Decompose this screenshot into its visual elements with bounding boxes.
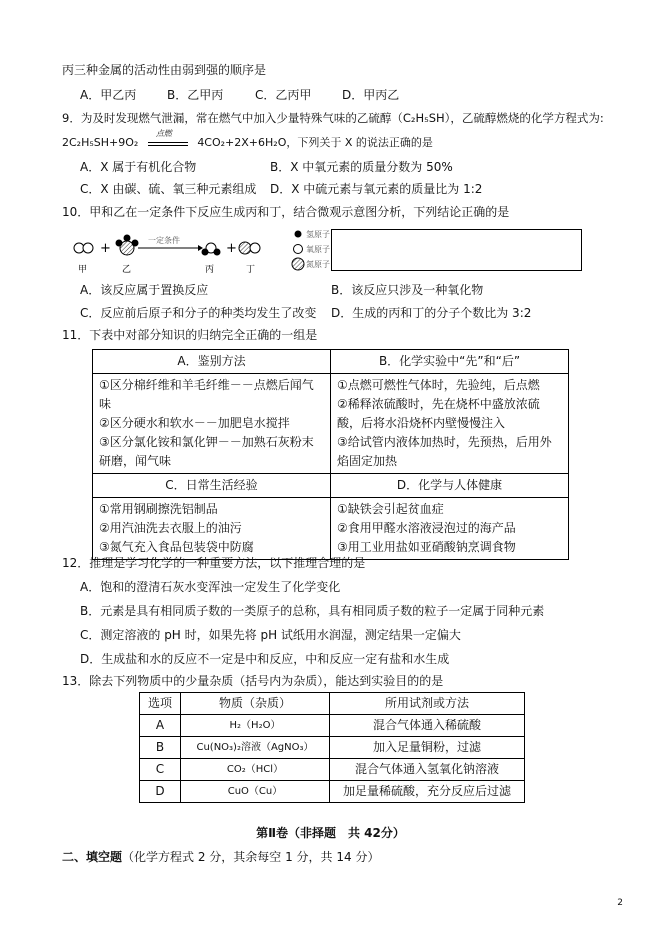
q9-stem: 9．为及时发现燃气泄漏，常在燃气中加入少量特殊气味的乙硫醇（C₂H₅SH），乙硫醇燃烧的化学方程式为: [62,111,604,125]
label-yi: 乙 [122,265,132,275]
q10-option-d: D．生成的丙和丁的分子个数比为 3:2 [331,306,532,320]
legend-hydrogen: 氢原子 [306,230,330,239]
part-label: 二、填空题 [62,850,123,864]
molecule-jia [74,243,93,253]
q12-option-a: A．饱和的澄清石灰水变浑浊一定发生了化学变化 [80,580,341,594]
label-ding: 丁 [246,265,256,275]
item: ③用工业用盐如亚硝酸钠烹调食物 [337,540,516,554]
cell: Cu(NO₃)₂溶液（AgNO₃） [181,737,330,759]
q13-stem: 13．除去下列物质中的少量杂质（括号内为杂质），能达到实验目的的是 [62,674,444,688]
cell: CuO（Cu） [181,781,330,803]
label-jia: 甲 [78,265,88,275]
item: ①点燃可燃性气体时，先验纯，后点燃 [337,378,540,392]
q9-option-b: B．X 中氧元素的质量分数为 50% [270,160,453,174]
cell: C [140,759,181,781]
equation-condition: 点燃 [155,129,172,138]
q10-option-a: A．该反应属于置换反应 [80,283,209,297]
cell: H₂（H₂O） [181,715,330,737]
item: ①缺铁会引起贫血症 [337,502,444,516]
q11-knowledge-table [92,349,569,560]
equation-left: 2C₂H₅SH+9O₂ [62,136,139,149]
molecule-bing [202,243,221,256]
item: ③给试管内液体加热时，先预热，后用外焰固定加热 [337,435,552,468]
q10-stem: 10．甲和乙在一定条件下反应生成丙和丁，结合微观示意图分析，下列结论正确的是 [62,205,510,219]
item: ②稀释浓硫酸时，先在烧杯中盛放浓硫酸，后将水沿烧杯内壁慢慢注入 [337,397,540,430]
item: ③氮气充入食品包装袋中防腐 [99,540,254,554]
q8-option-c: C．乙丙甲 [255,88,312,102]
table-row [140,781,525,803]
section-title: 第Ⅱ卷（非择题 共 42分） [256,826,405,840]
item: ①区分棉纤维和羊毛纤维－－点燃后闻气味 [99,378,314,411]
q12-stem: 12．推理是学习化学的一种重要方法，以下推理合理的是 [62,556,366,570]
part-note: （化学方程式 2 分，其余每空 1 分，共 14 分） [122,850,380,864]
q13-impurity-table [139,692,525,803]
header-substance: 物质（杂质） [181,693,330,715]
table-row [140,759,525,781]
q10-option-b: B．该反应只涉及一种氧化物 [331,283,484,297]
cell: A [140,715,181,737]
header-method: 所用试剂或方法 [330,693,525,715]
blank-box [331,229,582,271]
cell-b-items [331,374,569,474]
cell: B [140,737,181,759]
cell-c-items [93,498,331,560]
cell: CO₂（HCl） [181,759,330,781]
table-row [140,737,525,759]
cell: 混合气体通入氢氧化钠溶液 [330,759,525,781]
cell-d-head: D．化学与人体健康 [331,474,569,498]
part-heading [62,849,379,865]
cell: 加足量稀硫酸，充分反应后过滤 [330,781,525,803]
equation-condition-arrow [148,129,188,146]
cell-a-head: A．鉴别方法 [93,350,331,374]
reaction-micro-diagram [70,226,330,276]
header-option: 选项 [140,693,181,715]
item: ②食用甲醛水溶液浸泡过的海产品 [337,521,516,535]
q9-equation [62,129,433,151]
q12-option-b: B．元素是具有相同质子数的一类原子的总称，具有相同质子数的粒子一定属于同种元素 [80,604,545,618]
q12-option-d: D．生成盐和水的反应不一定是中和反应，中和反应一定有盐和水生成 [80,652,450,666]
cell: 混合气体通入稀硫酸 [330,715,525,737]
q11-stem: 11．下表中对部分知识的归纳完全正确的一组是 [62,328,318,342]
svg-text:+: + [100,241,111,256]
legend-nitrogen: 氮原子 [306,260,330,269]
cell-c-head: C．日常生活经验 [93,474,331,498]
cell-b-head: B．化学实验中“先”和“后” [331,350,569,374]
table-row [140,715,525,737]
equation-right: 4CO₂+2X+6H₂O，下列关于 X 的说法正确的是 [197,136,433,149]
molecule-yi [116,235,139,256]
cell: 加入足量铜粉，过滤 [330,737,525,759]
cell-d-items [331,498,569,560]
cell-a-items [93,374,331,474]
q8-option-d: D．甲丙乙 [342,88,400,102]
label-bing: 丙 [205,265,215,275]
q9-option-d: D．X 中硫元素与氧元素的质量比为 1:2 [270,182,483,196]
molecule-ding [239,242,260,254]
arrow-label: 一定条件 [148,236,180,245]
item: ②区分硬水和软水－－加肥皂水搅拌 [99,416,290,430]
item: ①常用钢刷擦洗铝制品 [99,502,218,516]
legend [292,229,330,270]
item: ③区分氯化铵和氯化钾－－加熟石灰粉末研磨，闻气味 [99,435,314,468]
svg-text:+: + [226,241,237,256]
q12-option-c: C．测定溶液的 pH 时，如果先将 pH 试纸用水润湿，测定结果一定偏大 [80,628,461,642]
q8-option-a: A．甲乙丙 [80,88,137,102]
q9-option-c: C．X 由碳、硫、氧三种元素组成 [80,182,257,196]
q9-option-a: A．X 属于有机化合物 [80,160,197,174]
item: ②用汽油洗去衣服上的油污 [99,521,242,535]
legend-oxygen: 氧原子 [306,245,330,254]
cell: D [140,781,181,803]
q8-option-b: B．乙甲丙 [167,88,224,102]
q8-stem-tail: 丙三种金属的活动性由弱到强的顺序是 [62,63,267,77]
q10-option-c: C．反应前后原子和分子的种类均发生了改变 [80,306,317,320]
page-number: 2 [617,898,623,908]
